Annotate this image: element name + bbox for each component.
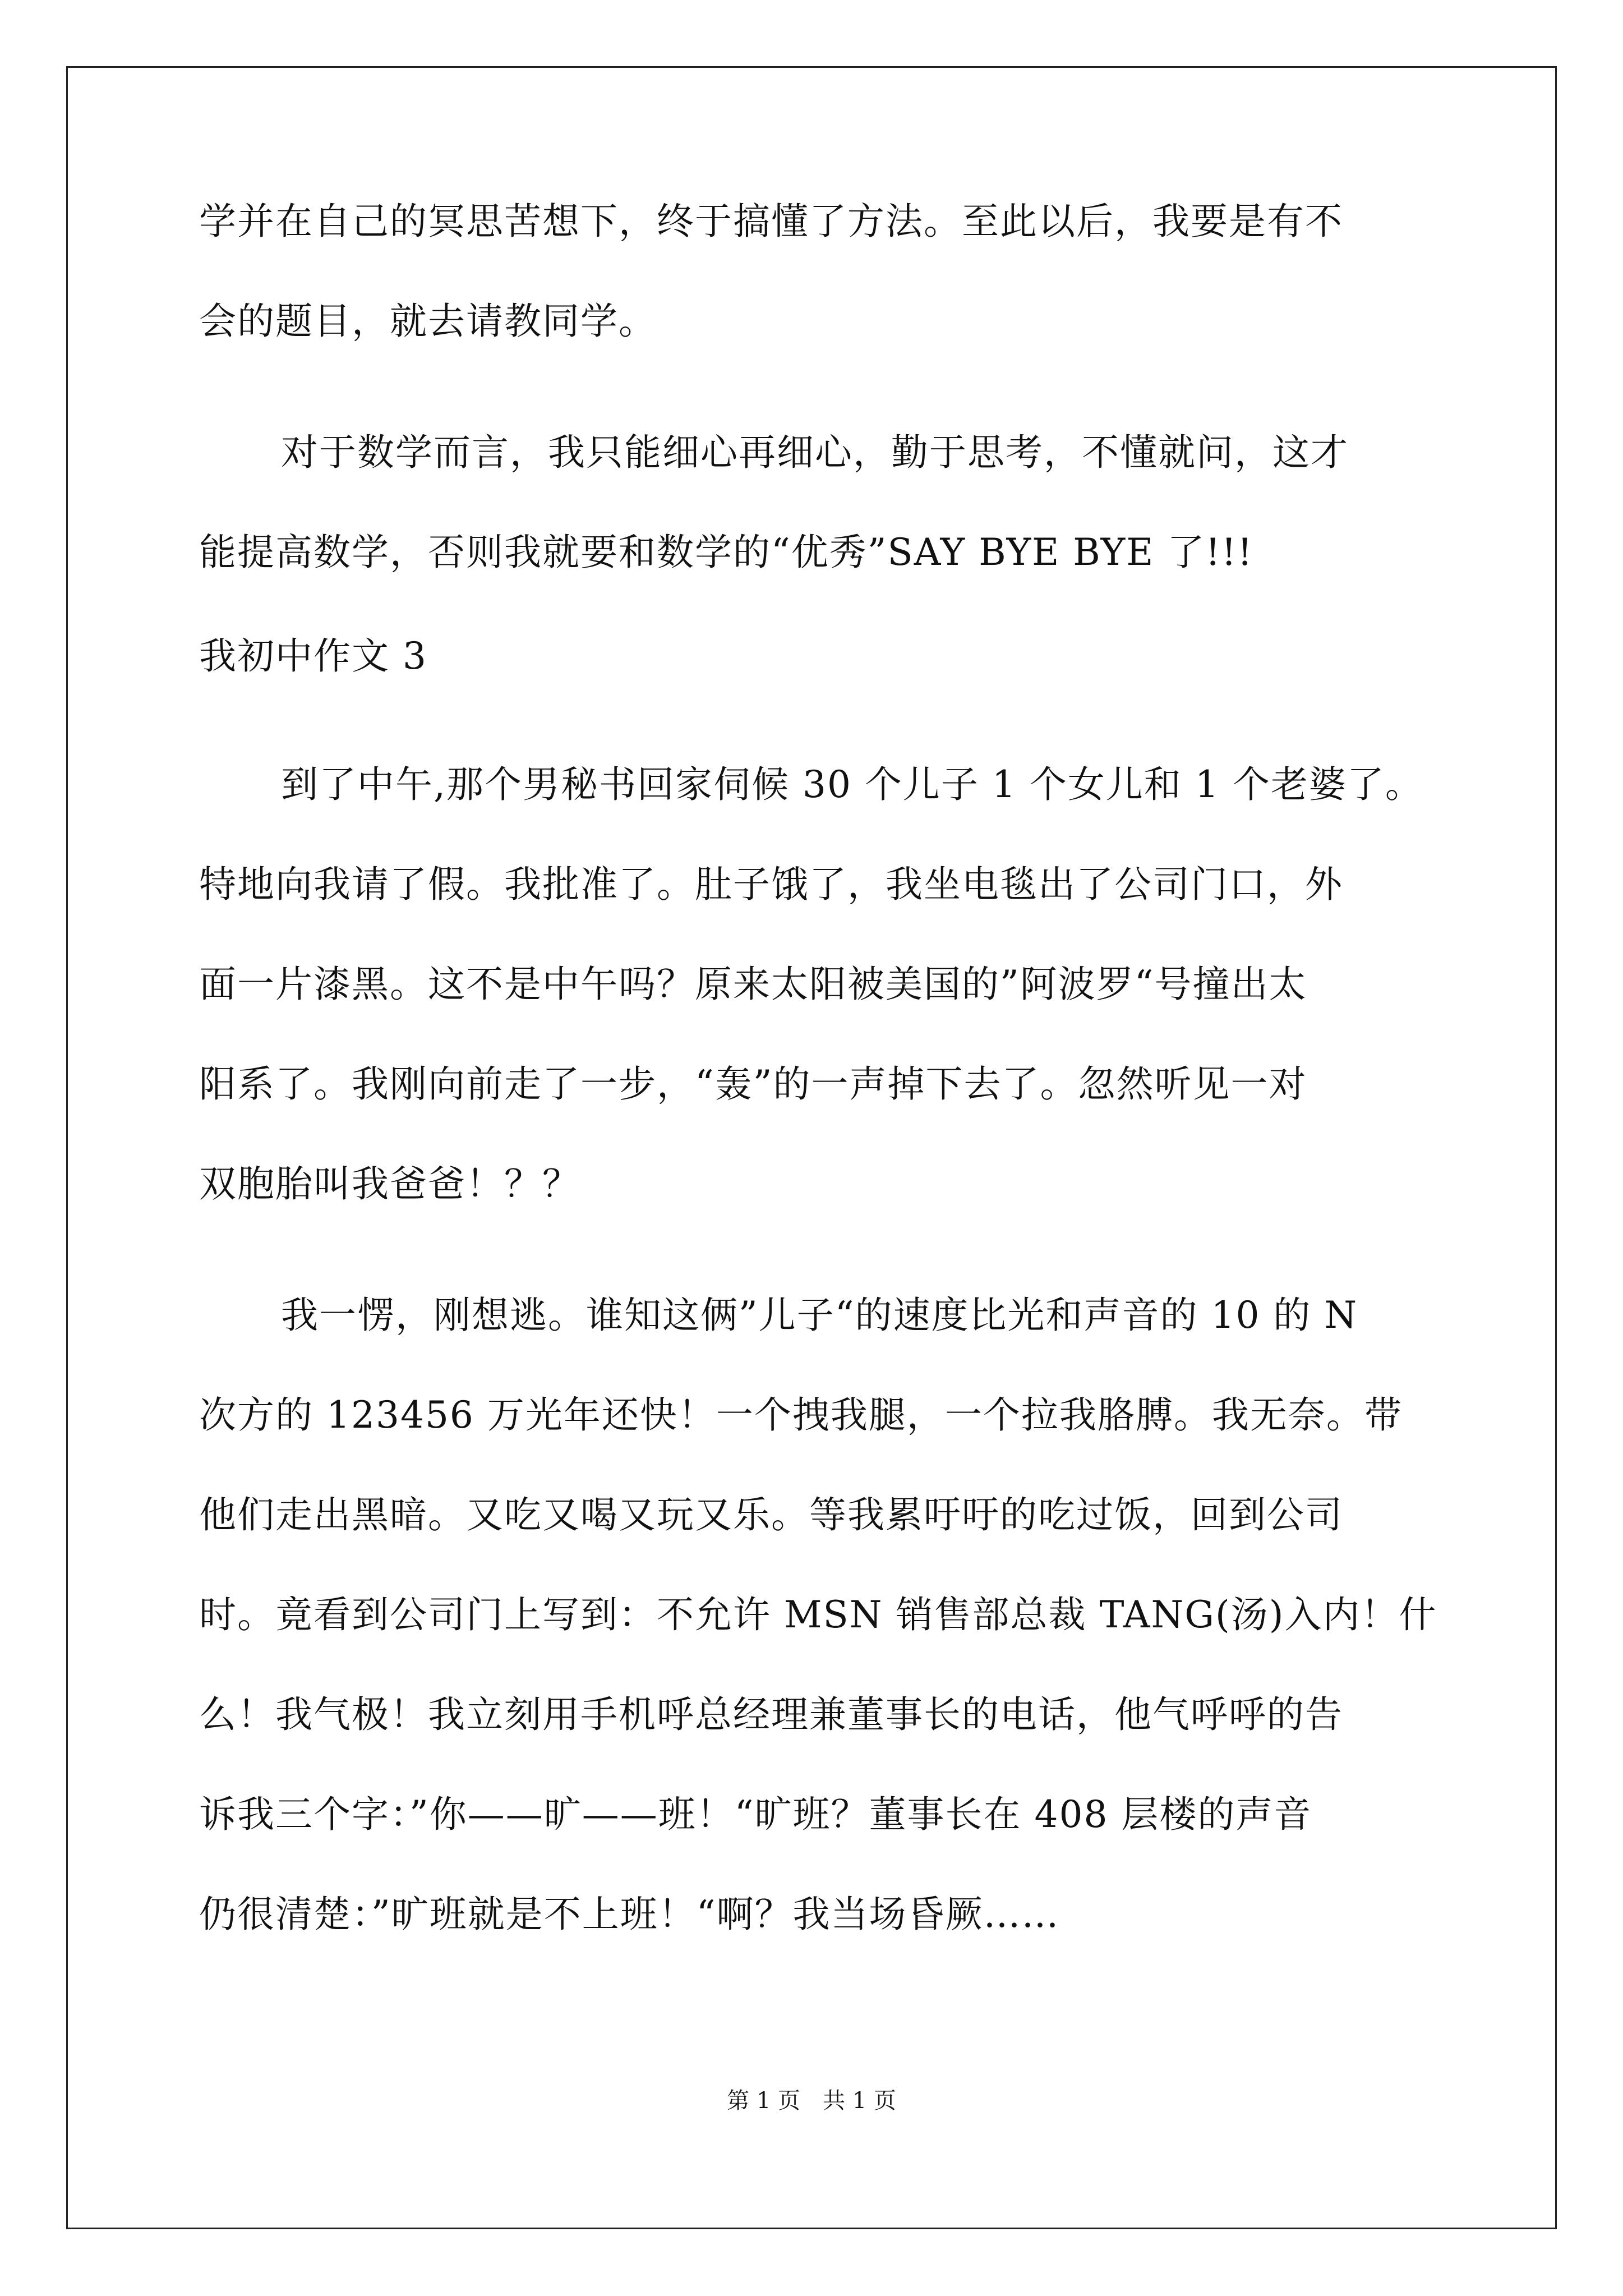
page-number: 第 1 页 共 1 页 bbox=[727, 2088, 896, 2114]
text-line: 能提高数学，否则我就要和数学的“优秀”SAY BYE BYE 了!!! bbox=[199, 531, 1253, 574]
text-line: 次方的 123456 万光年还快！一个拽我腿，一个拉我胳膊。我无奈。带 bbox=[199, 1393, 1403, 1437]
text-line: 特地向我请了假。我批准了。肚子饿了，我坐电毯出了公司门口，外 bbox=[199, 863, 1343, 906]
paragraph-start: 我一愣，刚想逃。谁知这俩”儿子“的速度比光和声音的 10 的 N bbox=[281, 1294, 1358, 1337]
text-line: 学并在自己的冥思苦想下，终于搞懂了方法。至此以后，我要是有不 bbox=[199, 200, 1343, 243]
text-line: 双胞胎叫我爸爸！？？ bbox=[199, 1162, 580, 1205]
text-line: 阳系了。我刚向前走了一步，“轰”的一声掉下去了。忽然听见一对 bbox=[199, 1062, 1307, 1106]
text-line: 面一片漆黑。这不是中午吗？原来太阳被美国的”阿波罗“号撞出太 bbox=[199, 963, 1307, 1006]
text-line: 时。竟看到公司门上写到：不允许 MSN 销售部总裁 TANG(汤)入内！什 bbox=[199, 1593, 1437, 1636]
text-line: 会的题目，就去请教同学。 bbox=[199, 300, 657, 343]
text-line: 仍很清楚：”旷班就是不上班！“啊？我当场昏厥…… bbox=[199, 1893, 1060, 1936]
section-heading: 我初中作文 3 bbox=[199, 634, 427, 678]
paragraph-start: 到了中午,那个男秘书回家伺候 30 个儿子 1 个女儿和 1 个老婆了。 bbox=[281, 763, 1423, 806]
text-line: 么！我气极！我立刻用手机呼总经理兼董事长的电话，他气呼呼的告 bbox=[199, 1693, 1343, 1736]
text-line: 他们走出黑暗。又吃又喝又玩又乐。等我累吁吁的吃过饭，回到公司 bbox=[199, 1493, 1343, 1536]
text-line: 诉我三个字：”你——旷——班！“旷班？董事长在 408 层楼的声音 bbox=[199, 1793, 1312, 1836]
paragraph-start: 对于数学而言，我只能细心再细心，勤于思考，不懂就问，这才 bbox=[281, 431, 1349, 474]
